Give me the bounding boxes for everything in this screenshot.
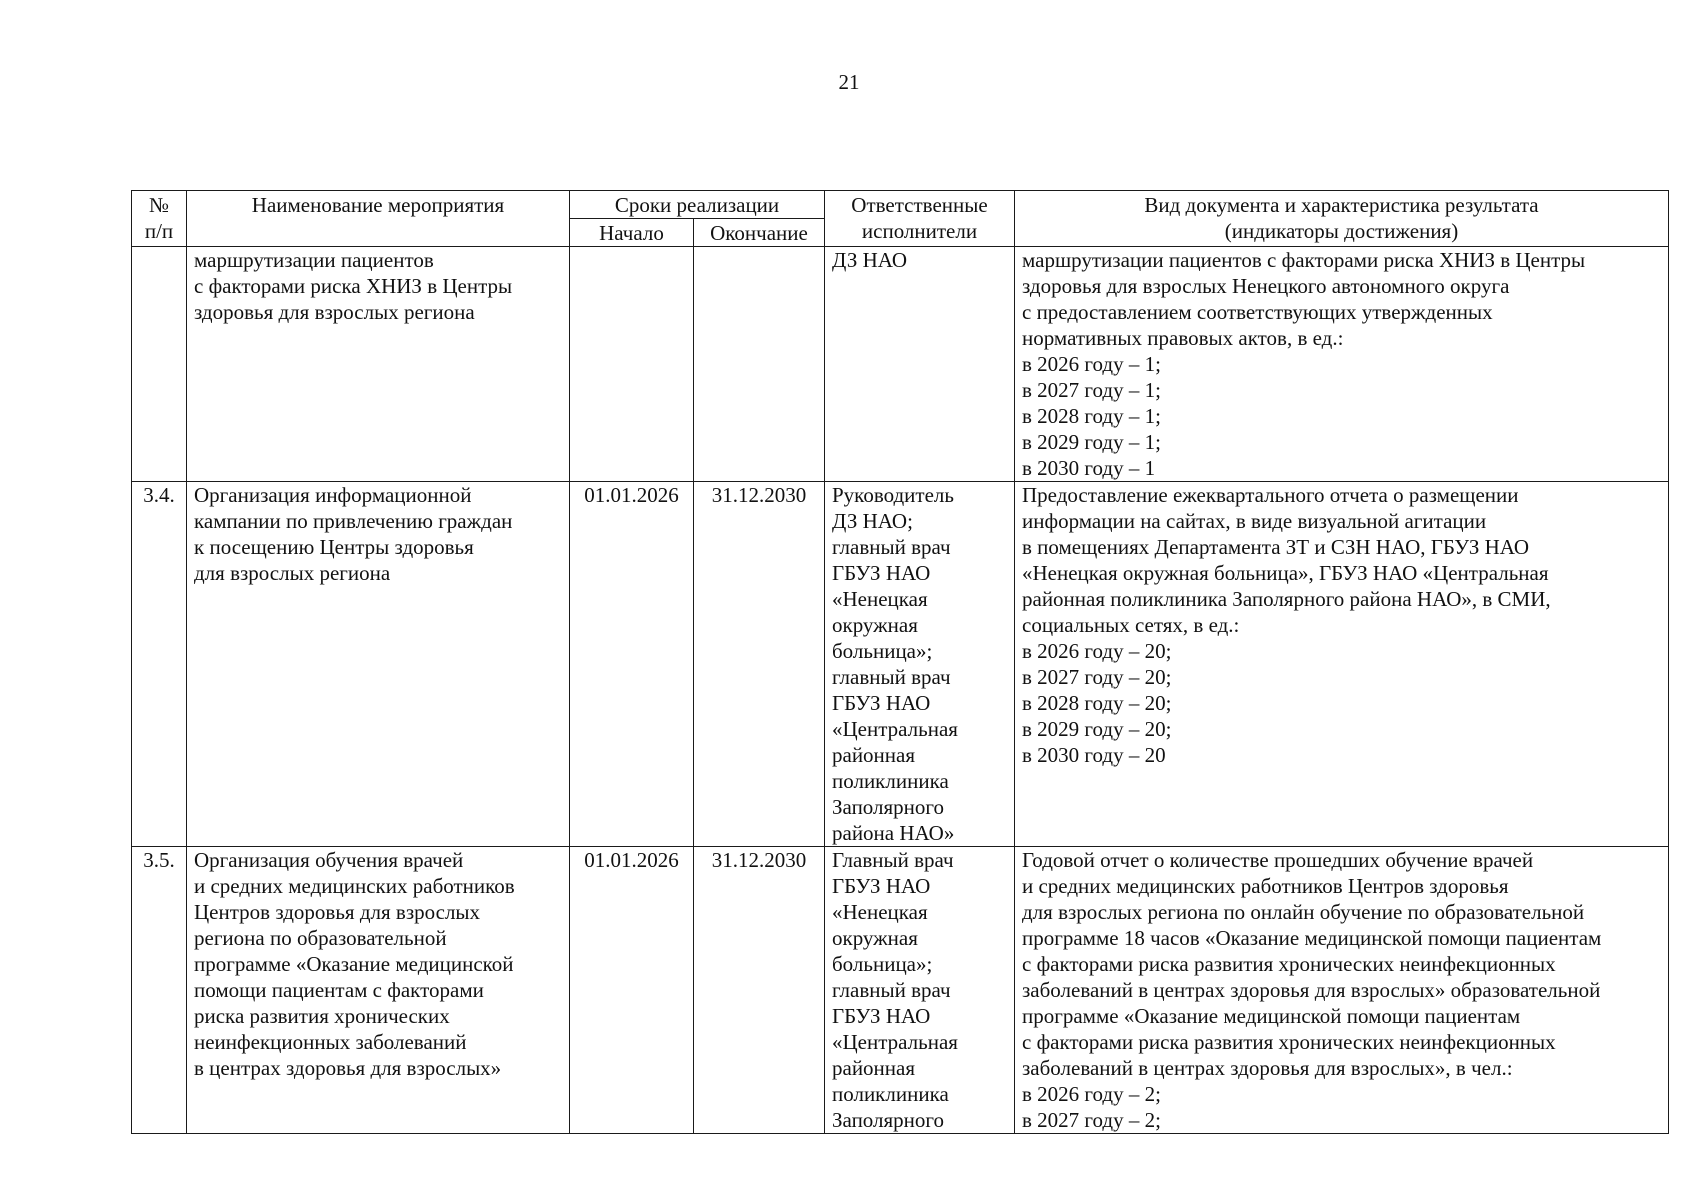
- end-date-cell: [694, 247, 825, 482]
- responsible-executors-line: «Центральная: [832, 1030, 958, 1054]
- end-date-cell: 31.12.2030: [694, 482, 825, 847]
- result-description-line: Предоставление ежеквартального отчета о размещении: [1022, 483, 1519, 507]
- start-date-cell: [570, 247, 694, 482]
- header-responsible-line: Ответственные: [851, 193, 988, 217]
- measures-table: [131, 190, 1669, 1134]
- start-date-cell: 01.01.2026: [570, 482, 694, 847]
- responsible-executors-line: ГБУЗ НАО: [832, 874, 931, 898]
- result-description-line: в 2030 году – 1: [1022, 456, 1156, 480]
- result-description-line: здоровья для взрослых Ненецкого автономного округа: [1022, 274, 1510, 298]
- responsible-executors-line: ГБУЗ НАО: [832, 561, 931, 585]
- measure-name-line: с факторами риска ХНИЗ в Центры: [194, 274, 513, 298]
- row-number-cell: [132, 247, 187, 482]
- measure-name-line: кампании по привлечению граждан: [194, 509, 513, 533]
- result-description-line: в 2026 году – 20;: [1022, 639, 1172, 663]
- header-responsible: [825, 191, 1015, 247]
- responsible-executors-line: ДЗ НАО: [832, 248, 908, 272]
- header-result-line: Вид документа и характеристика результата: [1144, 193, 1539, 217]
- responsible-executors-line: поликлиника: [832, 1082, 949, 1106]
- measure-name-line: маршрутизации пациентов: [194, 248, 434, 272]
- result-description-line: информации на сайтах, в виде визуальной агитации: [1022, 509, 1487, 533]
- result-description-line: в 2028 году – 1;: [1022, 404, 1161, 428]
- row-number-cell: 3.5.: [132, 847, 187, 1134]
- measure-name-cell: [187, 847, 570, 1134]
- result-description-line: Годовой отчет о количестве прошедших обучение врачей: [1022, 848, 1534, 872]
- table-row: [132, 482, 1669, 847]
- responsible-executors-line: районная: [832, 1056, 916, 1080]
- header-num-line: №: [148, 193, 170, 217]
- result-description-line: заболеваний в центрах здоровья для взрослых» образовательной: [1022, 978, 1601, 1002]
- header-name: Наименование мероприятия: [187, 191, 570, 247]
- responsible-executors-cell: [825, 482, 1015, 847]
- header-start: Начало: [570, 219, 694, 247]
- result-description-line: с факторами риска развития хронических неинфекционных: [1022, 952, 1556, 976]
- responsible-executors-cell: [825, 247, 1015, 482]
- header-result: [1015, 191, 1669, 247]
- responsible-executors-line: окружная: [832, 926, 918, 950]
- result-description-line: районная поликлиника Заполярного района НАО», в СМИ,: [1022, 587, 1551, 611]
- result-description-line: в 2028 году – 20;: [1022, 691, 1172, 715]
- result-description-line: «Ненецкая окружная больница», ГБУЗ НАО «Центральная: [1022, 561, 1549, 585]
- result-description-line: в 2027 году – 2;: [1022, 1108, 1161, 1132]
- responsible-executors-line: Главный врач: [832, 848, 954, 872]
- result-description-line: социальных сетях, в ед.:: [1022, 613, 1240, 637]
- result-description-line: с предоставлением соответствующих утвержденных: [1022, 300, 1493, 324]
- measure-name-line: помощи пациентам с факторами: [194, 978, 484, 1002]
- table-body: [132, 247, 1669, 1134]
- row-number-cell: 3.4.: [132, 482, 187, 847]
- result-description-line: в 2027 году – 20;: [1022, 665, 1172, 689]
- result-description-line: для взрослых региона по онлайн обучение по образовательной: [1022, 900, 1585, 924]
- result-description-line: программе 18 часов «Оказание медицинской помощи пациентам: [1022, 926, 1602, 950]
- result-description-line: с факторами риска развития хронических неинфекционных: [1022, 1030, 1556, 1054]
- responsible-executors-line: ГБУЗ НАО: [832, 691, 931, 715]
- result-description-line: в 2026 году – 2;: [1022, 1082, 1161, 1106]
- result-description-cell: [1015, 247, 1669, 482]
- result-description-line: заболеваний в центрах здоровья для взрослых», в чел.:: [1022, 1056, 1513, 1080]
- responsible-executors-line: района НАО»: [832, 821, 955, 845]
- responsible-executors-line: больница»;: [832, 952, 933, 976]
- measure-name-line: программе «Оказание медицинской: [194, 952, 514, 976]
- result-description-cell: [1015, 482, 1669, 847]
- responsible-executors-line: «Ненецкая: [832, 587, 928, 611]
- measure-name-line: Центров здоровья для взрослых: [194, 900, 481, 924]
- table-header: [132, 191, 1669, 247]
- result-description-line: в 2030 году – 20: [1022, 743, 1166, 767]
- responsible-executors-line: «Ненецкая: [832, 900, 928, 924]
- responsible-executors-line: «Центральная: [832, 717, 958, 741]
- responsible-executors-line: Заполярного: [832, 1108, 944, 1132]
- end-date-cell: 31.12.2030: [694, 847, 825, 1134]
- measure-name-line: региона по образовательной: [194, 926, 447, 950]
- responsible-executors-line: окружная: [832, 613, 918, 637]
- responsible-executors-cell: [825, 847, 1015, 1134]
- measure-name-cell: [187, 482, 570, 847]
- result-description-line: в 2027 году – 1;: [1022, 378, 1161, 402]
- result-description-cell: [1015, 847, 1669, 1134]
- measure-name-line: Организация информационной: [194, 483, 472, 507]
- result-description-line: нормативных правовых актов, в ед.:: [1022, 326, 1344, 350]
- responsible-executors-line: Заполярного: [832, 795, 944, 819]
- measure-name-line: к посещению Центры здоровья: [194, 535, 474, 559]
- responsible-executors-line: ГБУЗ НАО: [832, 1004, 931, 1028]
- measure-name-line: в центрах здоровья для взрослых»: [194, 1056, 502, 1080]
- start-date-cell: 01.01.2026: [570, 847, 694, 1134]
- responsible-executors-line: Руководитель: [832, 483, 954, 507]
- result-description-line: маршрутизации пациентов с факторами риска ХНИЗ в Центры: [1022, 248, 1586, 272]
- measure-name-line: и средних медицинских работников: [194, 874, 515, 898]
- header-period: Сроки реализации: [570, 191, 825, 219]
- responsible-executors-line: главный врач: [832, 665, 951, 689]
- header-responsible-line: исполнители: [861, 219, 978, 243]
- result-description-line: в 2029 году – 20;: [1022, 717, 1172, 741]
- measure-name-line: риска развития хронических: [194, 1004, 450, 1028]
- header-end: Окончание: [694, 219, 825, 247]
- result-description-line: в 2029 году – 1;: [1022, 430, 1161, 454]
- responsible-executors-line: главный врач: [832, 978, 951, 1002]
- measure-name-cell: [187, 247, 570, 482]
- result-description-line: в помещениях Департамента ЗТ и СЗН НАО, ГБУЗ НАО: [1022, 535, 1530, 559]
- responsible-executors-line: главный врач: [832, 535, 951, 559]
- responsible-executors-line: районная: [832, 743, 916, 767]
- header-num-line: п/п: [144, 219, 174, 243]
- result-description-line: программе «Оказание медицинской помощи пациентам: [1022, 1004, 1521, 1028]
- table-row: [132, 247, 1669, 482]
- responsible-executors-line: ДЗ НАО;: [832, 509, 913, 533]
- measure-name-line: неинфекционных заболеваний: [194, 1030, 467, 1054]
- table-row: [132, 847, 1669, 1134]
- header-result-line: (индикаторы достижения): [1224, 219, 1459, 243]
- responsible-executors-line: поликлиника: [832, 769, 949, 793]
- header-num: [132, 191, 187, 247]
- result-description-line: в 2026 году – 1;: [1022, 352, 1161, 376]
- measure-name-line: здоровья для взрослых региона: [194, 300, 475, 324]
- page-number: 21: [838, 70, 860, 94]
- result-description-line: и средних медицинских работников Центров здоровья: [1022, 874, 1509, 898]
- responsible-executors-line: больница»;: [832, 639, 933, 663]
- measure-name-line: для взрослых региона: [194, 561, 391, 585]
- measure-name-line: Организация обучения врачей: [194, 848, 464, 872]
